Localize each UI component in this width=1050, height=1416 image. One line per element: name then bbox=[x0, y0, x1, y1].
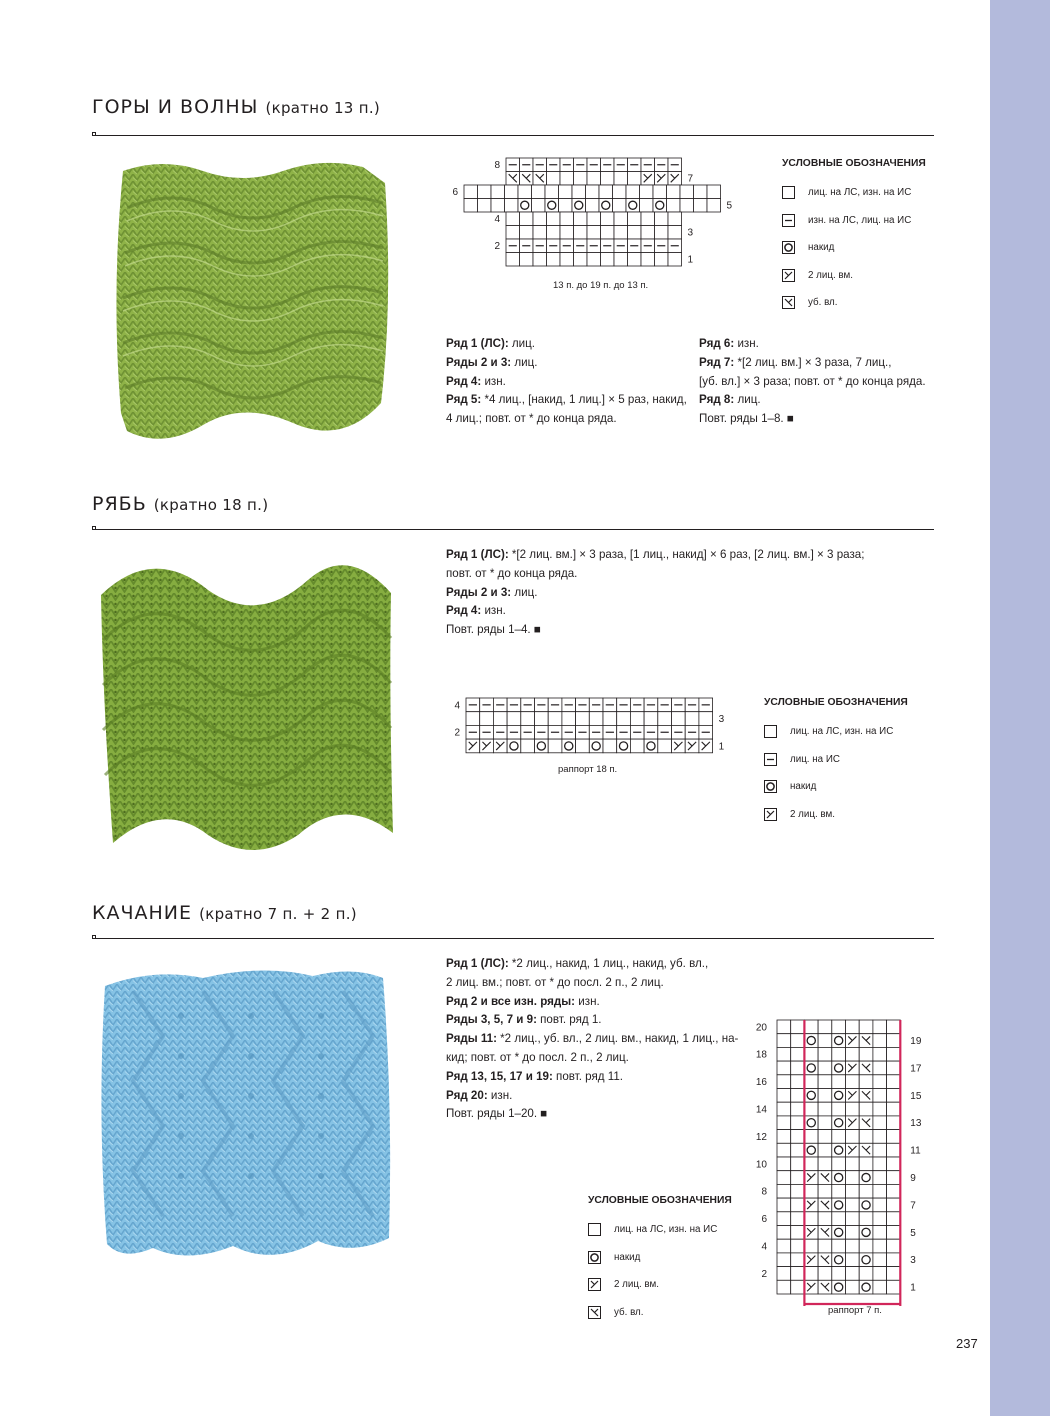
instruction-line bbox=[446, 546, 864, 565]
legend-label: накид bbox=[790, 781, 817, 793]
instruction-line bbox=[446, 354, 687, 373]
legend-label: 2 лиц. вм. bbox=[808, 269, 853, 281]
legend-symbol-circle-icon bbox=[782, 241, 795, 254]
legend-symbol-empty-icon bbox=[588, 1223, 601, 1236]
title-subtitle: (кратно 13 п.) bbox=[265, 99, 381, 117]
instruction-text: лиц. bbox=[734, 393, 761, 407]
chart-caption: раппорт 18 п. bbox=[558, 764, 618, 775]
instruction-text: Повт. ряды 1–20. ■ bbox=[446, 1107, 548, 1121]
row-number-right: 3 bbox=[910, 1255, 916, 1267]
legend-row bbox=[588, 1244, 732, 1272]
row-number-left: 10 bbox=[755, 1159, 767, 1171]
instructions-mountains-waves-right bbox=[699, 335, 926, 429]
legend-symbol-dash-icon bbox=[764, 753, 777, 766]
instruction-line bbox=[446, 955, 738, 974]
instruction-text: изн. bbox=[575, 994, 600, 1008]
instruction-line bbox=[699, 373, 926, 392]
section-title-mountains-waves bbox=[92, 96, 380, 118]
instruction-label: Ряд 1 (ЛС): bbox=[446, 957, 509, 970]
row-number-right: 9 bbox=[910, 1172, 916, 1184]
legend-title: УСЛОВНЫЕ ОБОЗНАЧЕНИЯ bbox=[782, 158, 926, 169]
instruction-line bbox=[446, 1011, 738, 1030]
swatch-photo-blue-swing bbox=[93, 956, 408, 1276]
instruction-line bbox=[446, 391, 687, 410]
swatch-photo-green-ripple bbox=[93, 545, 408, 855]
instruction-text: *2 лиц., уб. вл., 2 лиц. вм., накид, 1 лиц., на- bbox=[496, 1032, 739, 1046]
legend-swing bbox=[588, 1195, 732, 1326]
legend-title: УСЛОВНЫЕ ОБОЗНАЧЕНИЯ bbox=[588, 1195, 732, 1206]
row-number-left: 14 bbox=[755, 1104, 767, 1116]
row-number-right: 11 bbox=[910, 1145, 921, 1157]
instruction-line bbox=[446, 584, 864, 603]
title-text: РЯБЬ bbox=[92, 493, 147, 515]
legend-symbol-circle-icon bbox=[588, 1251, 601, 1264]
instruction-text: кид; повт. от * до посл. 2 п., 2 лиц. bbox=[446, 1050, 629, 1064]
row-number-right: 19 bbox=[910, 1035, 922, 1047]
instruction-text: лиц. bbox=[508, 337, 536, 350]
legend-ripple bbox=[764, 697, 908, 828]
instruction-line bbox=[446, 1068, 738, 1087]
legend-label: 2 лиц. вм. bbox=[614, 1279, 659, 1291]
instructions-ripple bbox=[446, 546, 864, 640]
instruction-text: изн. bbox=[481, 374, 506, 388]
instruction-text: лиц. bbox=[511, 355, 538, 369]
row-number-left: 2 bbox=[494, 241, 500, 253]
row-number-right: 1 bbox=[910, 1282, 916, 1294]
row-number-left: 4 bbox=[454, 700, 460, 712]
legend-symbol-k2tog-icon bbox=[588, 1278, 601, 1291]
instruction-text: 4 лиц.; повт. от * до конца ряда. bbox=[446, 412, 617, 426]
swatch-photo-green-waves bbox=[93, 153, 408, 445]
row-number-right: 7 bbox=[910, 1200, 916, 1212]
rule-marker bbox=[92, 935, 96, 939]
instruction-line bbox=[699, 410, 926, 429]
legend-row bbox=[588, 1271, 732, 1299]
instruction-text: Повт. ряды 1–8. ■ bbox=[699, 412, 794, 426]
row-number-left: 20 bbox=[755, 1022, 767, 1034]
legend-label: накид bbox=[808, 242, 835, 254]
instruction-line bbox=[446, 621, 864, 640]
instruction-line bbox=[446, 565, 864, 584]
instruction-text: [уб. вл.] × 3 раза; повт. от * до конца ряда. bbox=[699, 374, 926, 388]
row-number-left: 2 bbox=[761, 1268, 767, 1280]
chart-caption: 13 п. до 19 п. до 13 п. bbox=[553, 280, 649, 291]
legend-symbol-k2tog-icon bbox=[764, 808, 777, 821]
row-number-left: 8 bbox=[761, 1186, 767, 1198]
rule-marker bbox=[92, 526, 96, 530]
instruction-label: Ряд 6: bbox=[699, 337, 735, 350]
instruction-text: повт. от * до конца ряда. bbox=[446, 566, 578, 580]
instruction-text: 2 лиц. вм.; повт. от * до посл. 2 п., 2 лиц. bbox=[446, 975, 664, 989]
instruction-line bbox=[446, 1105, 738, 1124]
rule-marker bbox=[92, 132, 96, 136]
instruction-line bbox=[446, 602, 864, 621]
section-title-ripple bbox=[92, 493, 268, 515]
legend-label: изн. на ЛС, лиц. на ИС bbox=[808, 214, 912, 226]
instruction-text: изн. bbox=[487, 1088, 513, 1102]
instruction-line bbox=[699, 335, 926, 354]
instruction-label: Ряд 20: bbox=[446, 1088, 488, 1102]
section-rule bbox=[92, 529, 934, 530]
instruction-label: Ряд 5: bbox=[446, 393, 482, 407]
legend-label: лиц. на ЛС, изн. на ИС bbox=[790, 726, 894, 738]
row-number-left: 16 bbox=[755, 1077, 767, 1089]
legend-symbol-k2tog-icon bbox=[782, 269, 795, 282]
section-title-swing bbox=[92, 902, 357, 924]
row-number-left: 6 bbox=[761, 1214, 767, 1226]
legend-label: лиц. на ЛС, изн. на ИС bbox=[808, 187, 912, 199]
instruction-line bbox=[699, 391, 926, 410]
row-number-right: 3 bbox=[687, 227, 694, 239]
legend-row bbox=[782, 179, 926, 207]
legend-row bbox=[782, 207, 926, 235]
instruction-line bbox=[446, 1087, 738, 1106]
instruction-label: Ряд 4: bbox=[446, 604, 482, 618]
row-number-left: 4 bbox=[494, 214, 500, 226]
legend-row bbox=[764, 773, 908, 801]
row-number-right: 1 bbox=[687, 254, 694, 266]
legend-label: накид bbox=[614, 1251, 641, 1263]
instructions-swing bbox=[446, 955, 738, 1124]
legend-label: уб. вл. bbox=[614, 1306, 644, 1318]
title-subtitle: (кратно 7 п. + 2 п.) bbox=[199, 905, 357, 923]
instruction-label: Ряд 8: bbox=[699, 393, 735, 407]
side-tab-bar bbox=[990, 0, 1050, 1416]
instruction-label: Ряды 3, 5, 7 и 9: bbox=[446, 1013, 537, 1027]
instruction-text: *2 лиц., накид, 1 лиц., накид, уб. вл., bbox=[508, 957, 709, 970]
instruction-label: Ряды 11: bbox=[446, 1032, 497, 1046]
legend-symbol-ssk-icon bbox=[782, 296, 795, 309]
instruction-label: Ряд 4: bbox=[446, 374, 482, 388]
instruction-line bbox=[446, 410, 687, 429]
legend-label: 2 лиц. вм. bbox=[790, 808, 835, 820]
legend-row bbox=[764, 718, 908, 746]
row-number-left: 8 bbox=[494, 160, 500, 172]
chart-ripple bbox=[446, 696, 736, 766]
legend-symbol-empty-icon bbox=[764, 725, 777, 738]
instructions-mountains-waves-left bbox=[446, 335, 687, 429]
instruction-line bbox=[446, 373, 687, 392]
page-number: 237 bbox=[956, 1336, 978, 1351]
row-number-right: 7 bbox=[687, 173, 694, 185]
row-number-right: 3 bbox=[718, 713, 725, 725]
legend-label: лиц. на ИС bbox=[790, 753, 840, 765]
legend-row bbox=[764, 801, 908, 829]
chart-swing bbox=[755, 1018, 930, 1318]
instruction-label: Ряд 1 (ЛС): bbox=[446, 548, 509, 561]
instruction-line bbox=[446, 1049, 738, 1068]
instruction-label: Ряды 2 и 3: bbox=[446, 355, 512, 369]
row-number-left: 18 bbox=[755, 1049, 767, 1061]
row-number-left: 2 bbox=[454, 727, 460, 739]
legend-row bbox=[782, 262, 926, 290]
instruction-line bbox=[446, 1030, 738, 1049]
instruction-label: Ряд 1 (ЛС): bbox=[446, 337, 509, 350]
instruction-text: Повт. ряды 1–4. ■ bbox=[446, 623, 541, 637]
legend-symbol-empty-icon bbox=[782, 186, 795, 199]
instruction-text: *4 лиц., [накид, 1 лиц.] × 5 раз, накид, bbox=[481, 393, 687, 407]
instruction-label: Ряд 2 и все изн. ряды: bbox=[446, 994, 576, 1008]
row-number-right: 17 bbox=[910, 1063, 922, 1075]
row-number-right: 15 bbox=[910, 1090, 922, 1102]
row-number-left: 4 bbox=[761, 1241, 767, 1253]
instruction-label: Ряд 13, 15, 17 и 19: bbox=[446, 1069, 553, 1083]
section-rule bbox=[92, 938, 934, 939]
section-rule bbox=[92, 135, 934, 136]
legend-row bbox=[782, 234, 926, 262]
instruction-line bbox=[446, 974, 738, 993]
instruction-text: изн. bbox=[734, 337, 759, 350]
instruction-line bbox=[446, 335, 687, 354]
legend-row bbox=[764, 746, 908, 774]
row-number-right: 13 bbox=[910, 1118, 922, 1130]
instruction-label: Ряды 2 и 3: bbox=[446, 585, 512, 599]
row-number-left: 12 bbox=[755, 1131, 767, 1143]
row-number-right: 5 bbox=[726, 200, 733, 212]
legend-title: УСЛОВНЫЕ ОБОЗНАЧЕНИЯ bbox=[764, 697, 908, 708]
instruction-text: повт. ряд 11. bbox=[552, 1069, 623, 1083]
legend-row bbox=[588, 1299, 732, 1327]
row-number-right: 1 bbox=[718, 741, 725, 753]
instruction-text: *[2 лиц. вм.] × 3 раза, 7 лиц., bbox=[734, 355, 892, 369]
row-number-right: 5 bbox=[910, 1227, 916, 1239]
row-number-left: 6 bbox=[452, 187, 458, 199]
instruction-text: *[2 лиц. вм.] × 3 раза, [1 лиц., накид] × 6 раз, [2 лиц. вм.] × 3 раза; bbox=[508, 548, 865, 561]
instruction-text: повт. ряд 1. bbox=[536, 1013, 602, 1027]
chart-mountains-waves bbox=[448, 156, 748, 276]
legend-row bbox=[588, 1216, 732, 1244]
title-text: КАЧАНИЕ bbox=[92, 902, 193, 924]
legend-mountains-waves bbox=[782, 158, 926, 317]
legend-label: лиц. на ЛС, изн. на ИС bbox=[614, 1224, 718, 1236]
legend-symbol-dash-icon bbox=[782, 214, 795, 227]
legend-symbol-circle-icon bbox=[764, 780, 777, 793]
legend-row bbox=[782, 289, 926, 317]
instruction-line bbox=[446, 993, 738, 1012]
instruction-label: Ряд 7: bbox=[699, 355, 735, 369]
title-text: ГОРЫ И ВОЛНЫ bbox=[92, 96, 259, 118]
instruction-text: лиц. bbox=[511, 585, 538, 599]
legend-symbol-ssk-icon bbox=[588, 1306, 601, 1319]
instruction-line bbox=[699, 354, 926, 373]
legend-label: уб. вл. bbox=[808, 297, 838, 309]
instruction-text: изн. bbox=[481, 604, 506, 618]
chart-caption: раппорт 7 п. bbox=[828, 1305, 882, 1316]
title-subtitle: (кратно 18 п.) bbox=[153, 496, 269, 514]
